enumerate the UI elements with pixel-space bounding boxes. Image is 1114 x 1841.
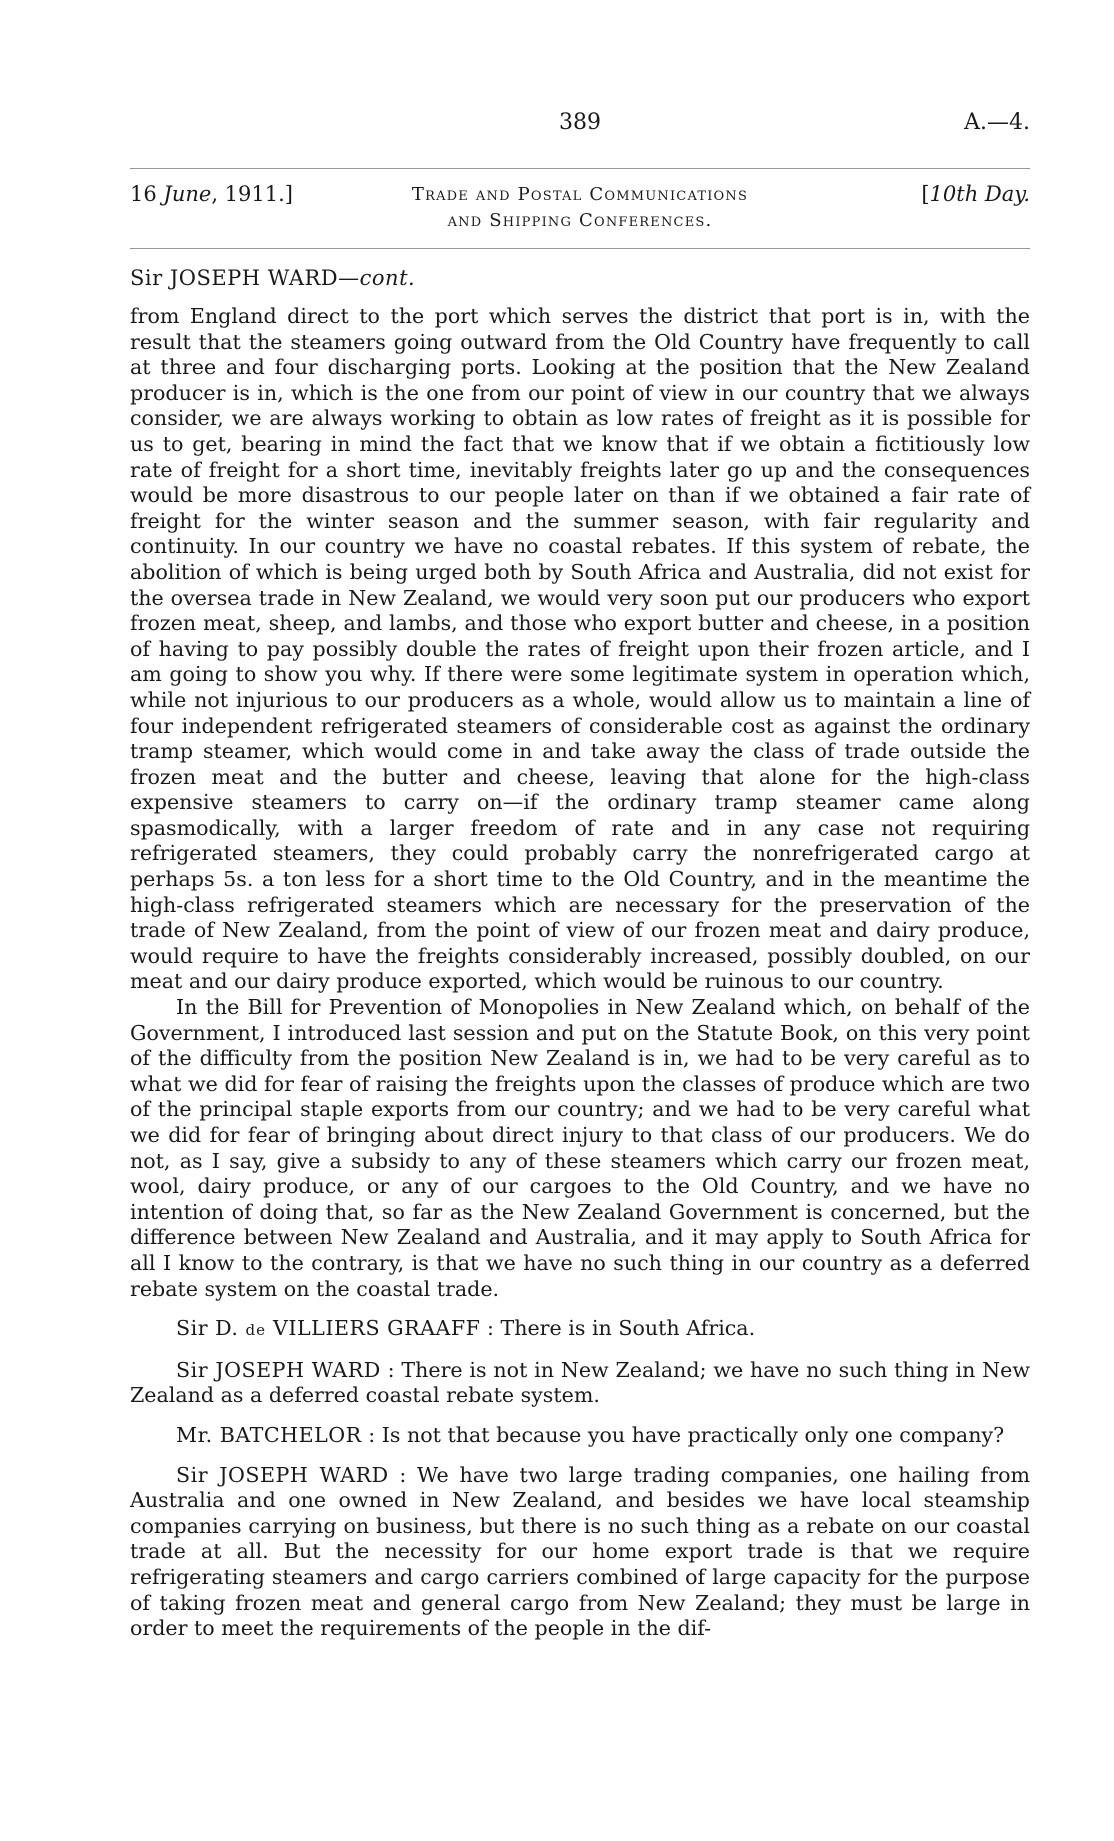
speaker-particle: de — [245, 1321, 266, 1340]
conference-title — [350, 182, 810, 234]
paragraph: In the Bill for Prevention of Monopolies in New Zealand which, on behalf of the Government, I introduced last session and put on the Statute Book, on this very point of the difficulty from the position New Zealand is in, we had to be very careful as to what we did for fear of raising the freights upon the classes of produce which are two of the principal staple exports from our country; and we had to be very careful what we did for fear of bringing about direct injury to that class of our producers. We do not, as I say, give a subsidy to any of these steamers which carry our frozen meat, wool, dairy produce, or any of our cargoes to the Old Country, and we have no intention of doing that, so far as the New Zealand Government is concerned, but the difference between New Zealand and Australia, and it may apply to South Africa for all I know to the contrary, is that we have no such thing in our country as a deferred rebate system on the coastal trade. — [130, 995, 1030, 1301]
date-suffix: , 1911.] — [211, 182, 293, 206]
dialogue-text: : We have two large trading companies, one hailing from Australia and one owned in New Zealand, and besides we have local steamship companies carrying on business, but there is no such thing as a rebate on our coastal trade at all. But the necessity for our home export trade is that we require refrigerating steamers and cargo carriers combined of large capacity for the purpose of taking frozen meat and general cargo from New Zealand; they must be large in order to meet the requirements of the people in the dif- — [130, 1462, 1030, 1641]
session-date — [130, 182, 293, 206]
session-header — [130, 182, 1030, 242]
dialogue-speaker: Mr. BATCHELOR — [176, 1422, 362, 1447]
dialogue-speaker: Sir JOSEPH WARD — [176, 1462, 389, 1487]
paragraph: from England direct to the port which serves the district that port is in, with the result that the steamers going outward from the Old Country have frequently to call at three and four discharging ports. Looking at the position that the New Zealand producer is in, which is the one from our point of view in our country that we always consider, we are always working to obtain as low rates of freight as it is possible for us to get, bearing in mind the fact that we know that if we obtain a fictitiously low rate of freight for a short time, inevitably freights later go up and the consequences would be more disastrous to our people later on than if we obtained a fair rate of freight for the winter season and the summer season, with fair regularity and continuity. In our country we have no coastal rebates. If this system of rebate, the abolition of which is being urged both by South Africa and Australia, did not exist for the oversea trade in New Zealand, we would very soon put our producers who export frozen meat, sheep, and lambs, and those who export butter and cheese, in a position of having to pay possibly double the rates of freight upon their frozen article, and I am going to show you why. If there were some legitimate system in operation which, while not injurious to our producers as a whole, would allow us to maintain a line of four independent refrigerated steamers of considerable cost as against the ordinary tramp steamer, which would come in and take away the class of trade outside the frozen meat and the butter and cheese, leaving that alone for the high-class expensive steamers to carry on—if the ordinary tramp steamer came along spasmodically, with a larger freedom of rate and in any case not requiring refrigerated steamers, they could probably carry the nonrefrigerated cargo at perhaps 5s. a ton less for a short time to the Old Country, and in the meantime the high-class refrigerated steamers which are necessary for the preservation of the trade of New Zealand, from the point of view of our frozen meat and dairy produce, would require to have the freights considerably increased, possibly doubled, on our meat and our dairy produce exported, which would be ruinous to our country. — [130, 304, 1030, 994]
date-month: June — [163, 182, 212, 206]
dialogue-text: : Is not that because you have practically only one company? — [361, 1422, 1005, 1447]
date-prefix: 16 — [130, 182, 164, 206]
header-rule-top — [130, 168, 1030, 169]
speaker-prefix: Sir D. — [176, 1316, 246, 1341]
page-number: 389 — [559, 110, 601, 135]
dialogue-text: : There is not in New Zealand; we have no such thing in New Zealand as a deferred coastal rebate system. — [130, 1357, 1030, 1408]
speaker-surname: VILLIERS GRAAFF — [265, 1316, 481, 1341]
speaker-name: Sir JOSEPH WARD — [130, 266, 339, 290]
header-rule-bottom — [130, 248, 1030, 249]
continued-speaker-heading — [130, 266, 1030, 290]
dialogue-text: : There is in South Africa. — [480, 1316, 756, 1341]
dialogue-entry — [130, 1358, 1030, 1409]
dialogue-entry — [130, 1423, 1030, 1449]
page-body — [130, 266, 1030, 1642]
speaker-continued: —cont. — [338, 266, 416, 290]
day-ordinal: 10th Day. — [929, 182, 1030, 206]
conference-title-line2: and Shipping Conferences. — [447, 210, 713, 231]
dialogue-speaker: Sir JOSEPH WARD — [176, 1357, 381, 1382]
conference-title-line1: Trade and Postal Communications — [411, 184, 749, 205]
dialogue-entry — [130, 1316, 1030, 1344]
running-header — [130, 110, 1030, 144]
dialogue-speaker — [176, 1316, 480, 1340]
session-day — [921, 182, 1030, 206]
document-reference: A.—4. — [964, 110, 1030, 135]
day-bracket: [ — [921, 182, 930, 206]
dialogue-entry — [130, 1463, 1030, 1642]
